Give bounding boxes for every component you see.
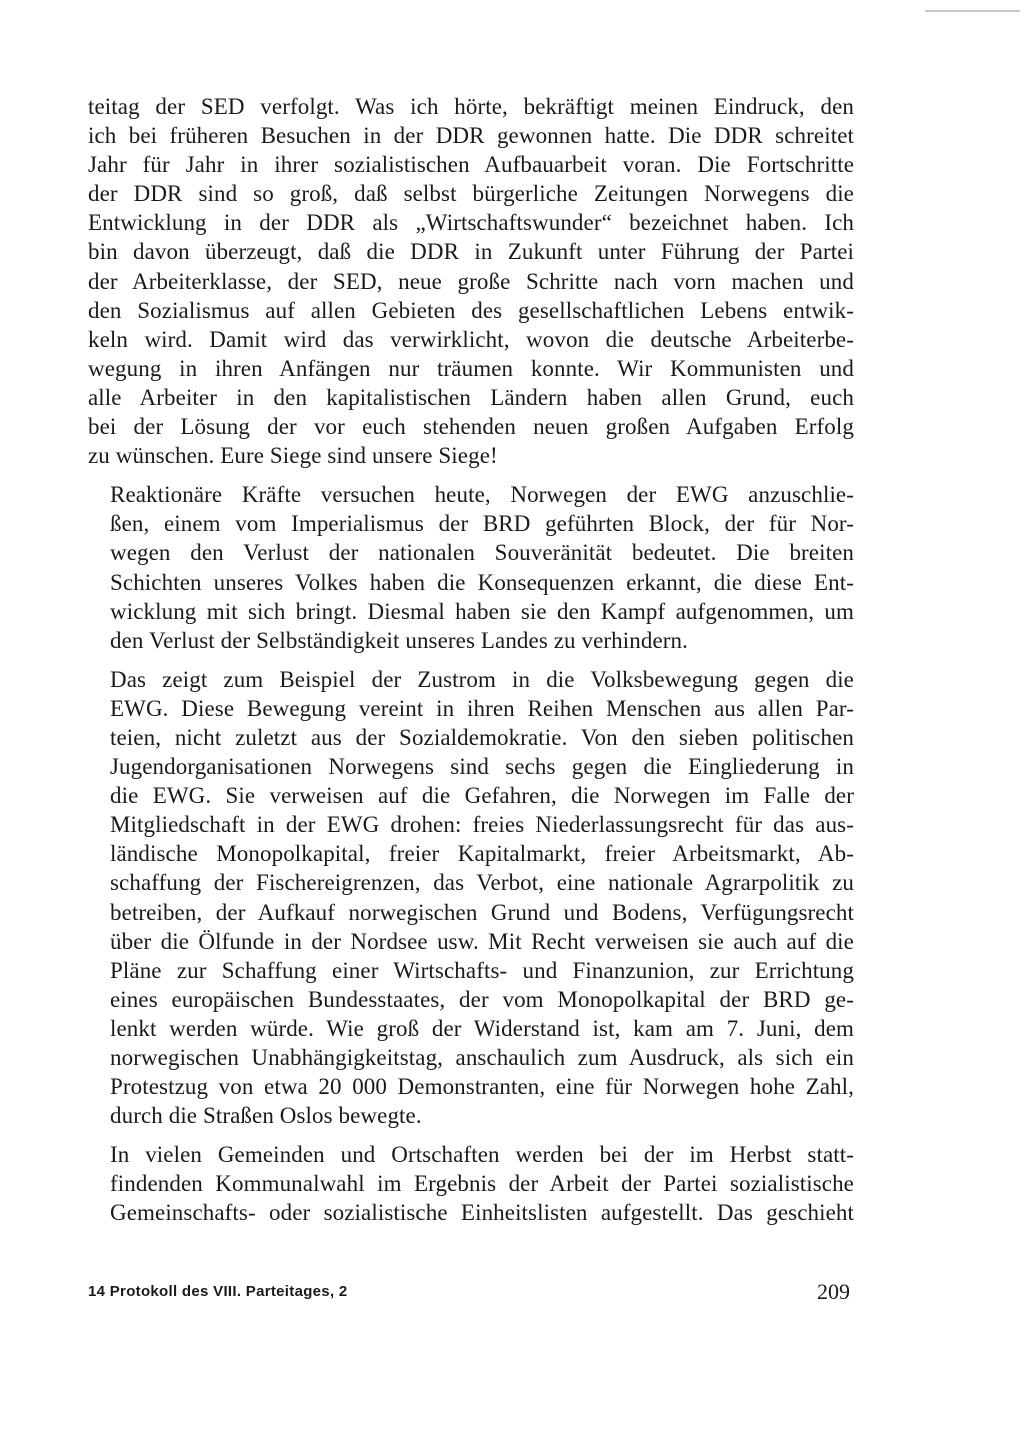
text-line: EWG. Diese Bewegung vereint in ihren Reihen Menschen aus allen Par- bbox=[110, 695, 854, 721]
text-line: Gemeinschafts- oder sozialistische Einheitslisten aufgestellt. Das geschieht bbox=[110, 1200, 854, 1226]
paragraph-4 bbox=[88, 1140, 854, 1227]
text-line: schaffung der Fischereigrenzen, das Verbot, eine nationale Agrarpolitik zu bbox=[110, 870, 854, 896]
text-line: eines europäischen Bundesstaates, der vom Monopolkapital der BRD ge- bbox=[110, 986, 854, 1012]
text-line: wegung in ihren Anfängen nur träumen konnte. Wir Kommunisten und bbox=[88, 355, 854, 381]
paragraph-3 bbox=[88, 665, 854, 1131]
text-line: bin davon überzeugt, daß die DDR in Zukunft unter Führung der Partei bbox=[88, 239, 854, 265]
text-line: den Verlust der Selbständigkeit unseres Landes zu verhindern. bbox=[110, 627, 688, 653]
text-line: ßen, einem vom Imperialismus der BRD geführten Block, der für Nor- bbox=[110, 511, 854, 537]
text-line: Jahr für Jahr in ihrer sozialistischen Aufbauarbeit voran. Die Fortschritte bbox=[88, 152, 854, 178]
printer-signature: 14 Protokoll des VIII. Parteitages, 2 bbox=[88, 1283, 348, 1300]
text-line: bei der Lösung der vor euch stehenden neuen großen Aufgaben Erfolg bbox=[88, 414, 854, 440]
text-line: findenden Kommunalwahl im Ergebnis der Arbeit der Partei sozialistische bbox=[110, 1171, 854, 1197]
text-line: keln wird. Damit wird das verwirklicht, wovon die deutsche Arbeiterbe- bbox=[88, 326, 854, 352]
text-line: wegen den Verlust der nationalen Souveränität bedeutet. Die breiten bbox=[110, 540, 854, 566]
text-line: Entwicklung in der DDR als „Wirtschaftswunder“ bezeichnet haben. Ich bbox=[88, 210, 854, 236]
page-number: 209 bbox=[817, 1279, 850, 1304]
paragraph-1 bbox=[88, 92, 854, 470]
text-line: durch die Straßen Oslos bewegte. bbox=[110, 1103, 422, 1129]
paragraph-2 bbox=[88, 480, 854, 655]
page-body bbox=[88, 92, 854, 1228]
text-line: teien, nicht zuletzt aus der Sozialdemokratie. Von den sieben politischen bbox=[110, 724, 854, 750]
text-line: zu wünschen. Eure Siege sind unsere Siege! bbox=[88, 443, 498, 469]
text-line: betreiben, der Aufkauf norwegischen Grund und Bodens, Verfügungsrecht bbox=[110, 899, 854, 925]
text-line: norwegischen Unabhängigkeitstag, anschaulich zum Ausdruck, als sich ein bbox=[110, 1045, 854, 1070]
text-line: Das zeigt zum Beispiel der Zustrom in die Volksbewegung gegen die bbox=[110, 666, 854, 692]
text-line: Reaktionäre Kräfte versuchen heute, Norwegen der EWG anzuschlie- bbox=[110, 482, 854, 508]
text-line: wicklung mit sich bringt. Diesmal haben sie den Kampf aufgenommen, um bbox=[110, 598, 854, 624]
text-line: die EWG. Sie verweisen auf die Gefahren, die Norwegen im Falle der bbox=[110, 783, 854, 809]
text-line: In vielen Gemeinden und Ortschaften werden bei der im Herbst statt- bbox=[110, 1142, 854, 1168]
text-line: ich bei früheren Besuchen in der DDR gewonnen hatte. Die DDR schreitet bbox=[88, 123, 854, 149]
text-line: der Arbeiterklasse, der SED, neue große Schritte nach vorn machen und bbox=[88, 268, 854, 294]
text-line: über die Ölfunde in der Nordsee usw. Mit Recht verweisen sie auch auf die bbox=[110, 928, 854, 954]
page-edge-rule bbox=[925, 10, 1020, 12]
text-line: Pläne zur Schaffung einer Wirtschafts- und Finanzunion, zur Errichtung bbox=[110, 957, 854, 983]
text-line: Protestzug von etwa 20 000 Demonstranten, eine für Norwegen hohe Zahl, bbox=[110, 1074, 854, 1100]
text-line: Jugendorganisationen Norwegens sind sechs gegen die Eingliederung in bbox=[110, 754, 854, 780]
text-line: den Sozialismus auf allen Gebieten des gesellschaftlichen Lebens entwik- bbox=[88, 297, 854, 323]
text-line: ländische Monopolkapital, freier Kapitalmarkt, freier Arbeitsmarkt, Ab- bbox=[110, 841, 854, 867]
text-line: Schichten unseres Volkes haben die Konsequenzen erkannt, die diese Ent- bbox=[110, 569, 854, 595]
text-line: alle Arbeiter in den kapitalistischen Ländern haben allen Grund, euch bbox=[88, 384, 854, 410]
page-footer bbox=[88, 1279, 854, 1309]
text-line: Mitgliedschaft in der EWG drohen: freies Niederlassungsrecht für das aus- bbox=[110, 812, 854, 838]
text-line: lenkt werden würde. Wie groß der Widerstand ist, kam am 7. Juni, dem bbox=[110, 1015, 854, 1041]
text-line: der DDR sind so groß, daß selbst bürgerliche Zeitungen Norwegens die bbox=[88, 181, 854, 207]
text-line: teitag der SED verfolgt. Was ich hörte, bekräftigt meinen Eindruck, den bbox=[88, 94, 854, 119]
